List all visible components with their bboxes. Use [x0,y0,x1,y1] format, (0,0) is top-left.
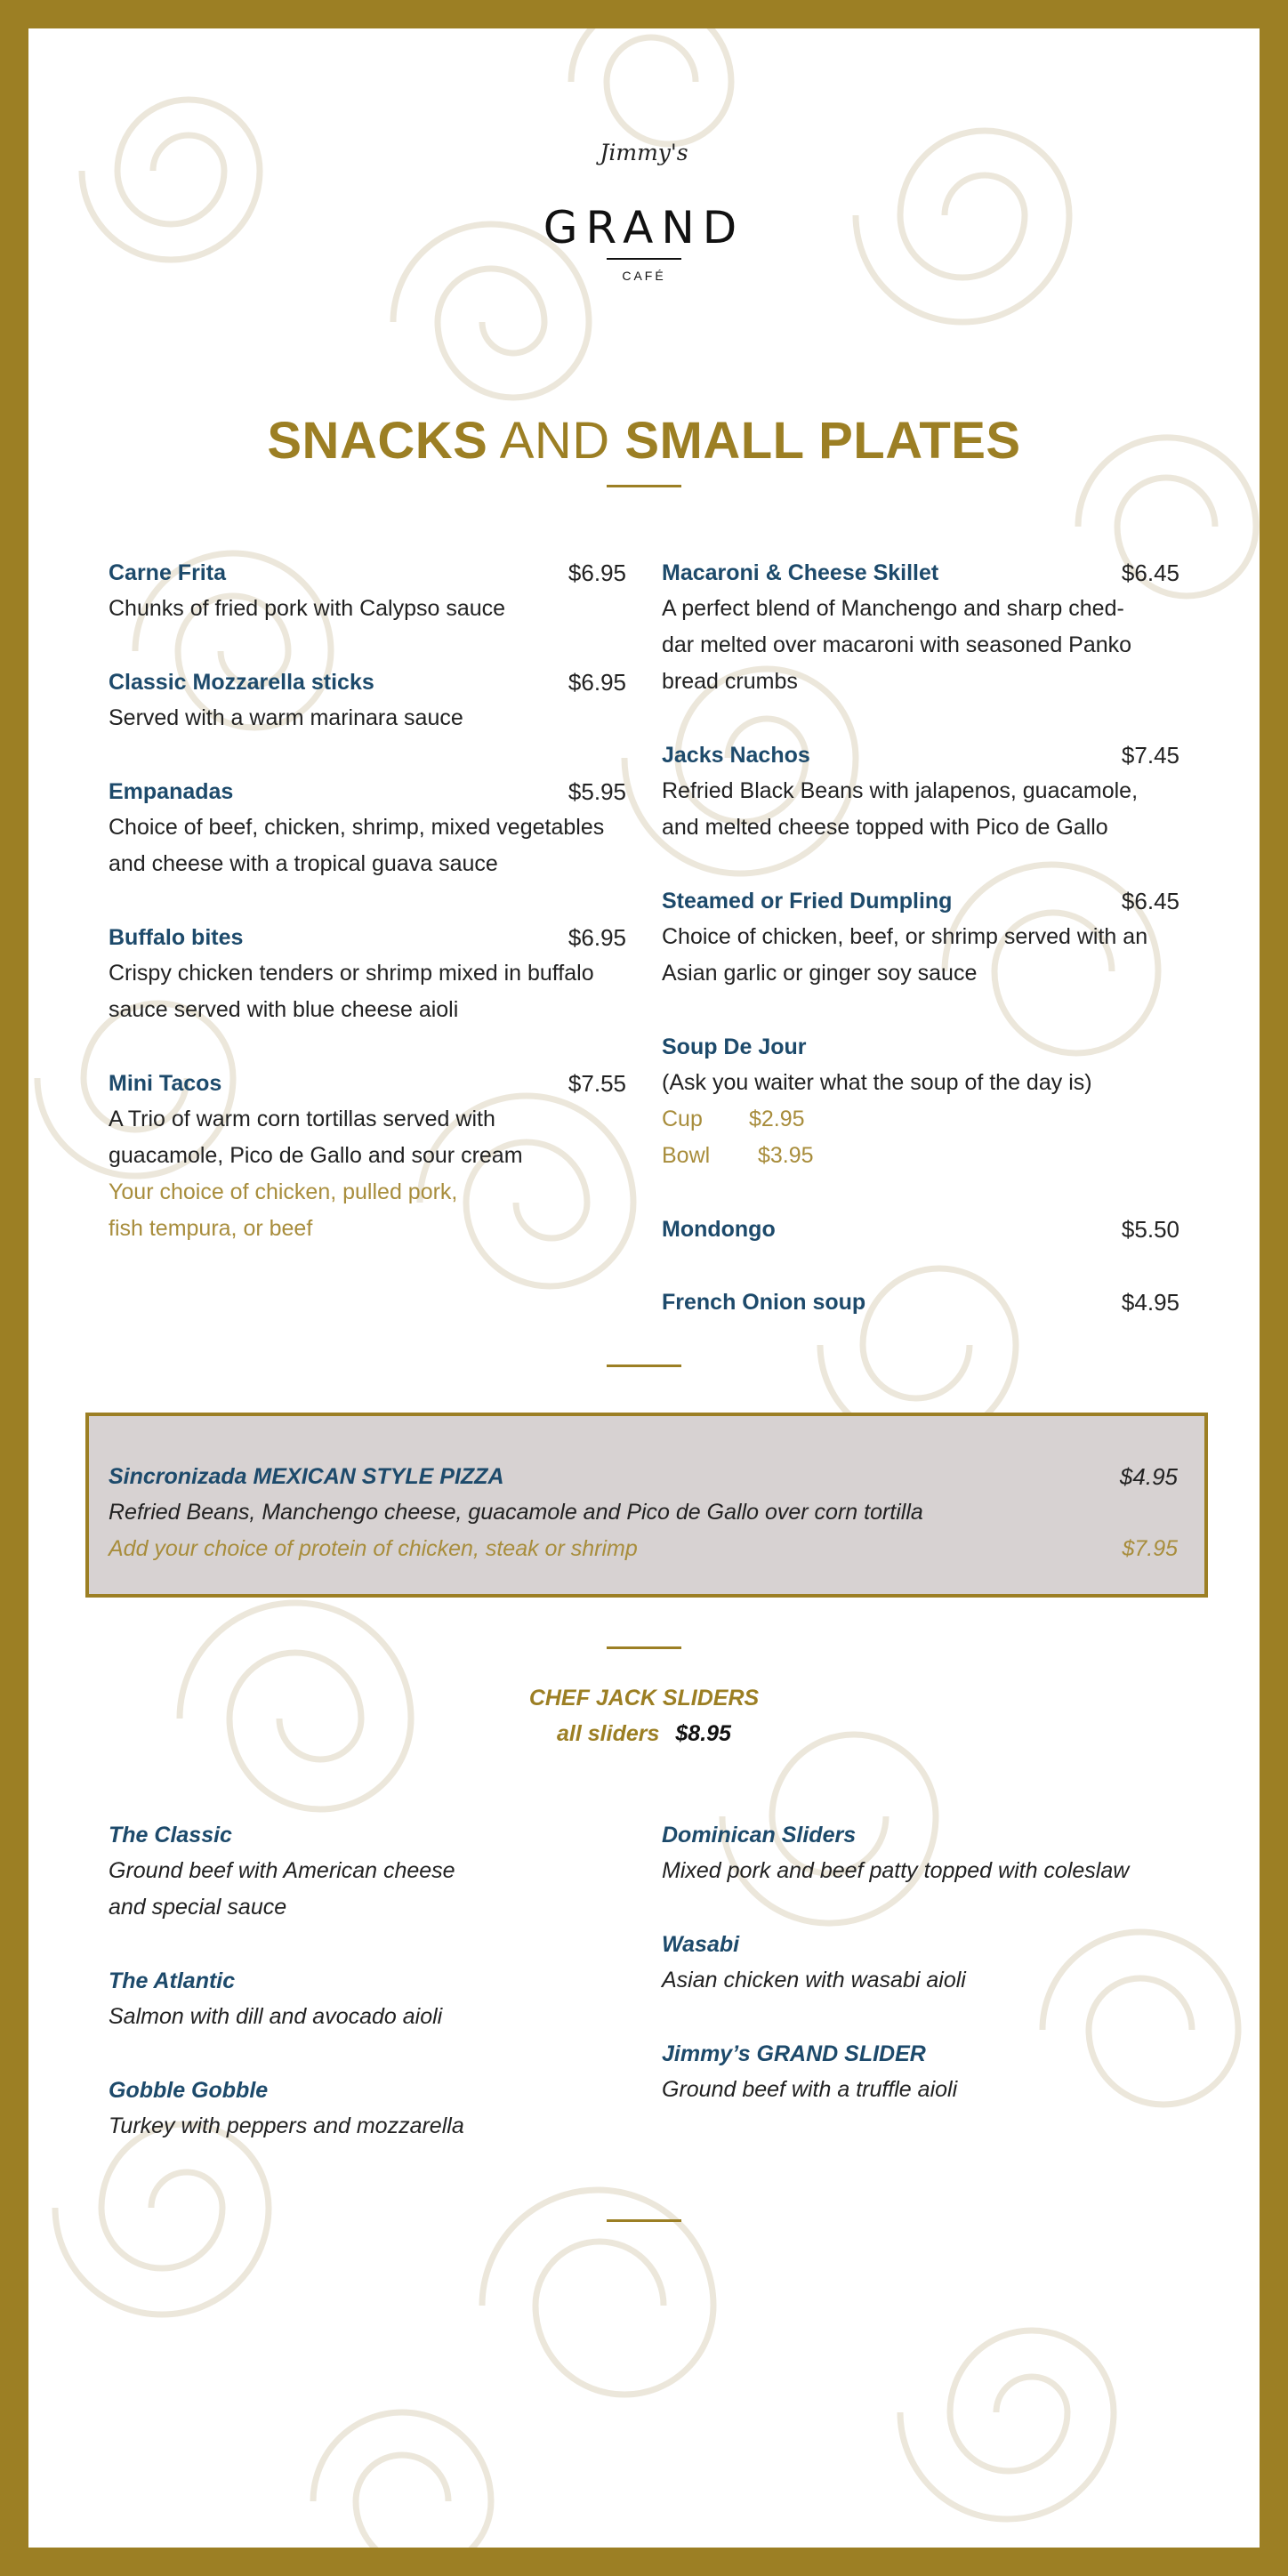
item-description: sauce served with blue cheese aioli [109,997,459,1022]
slider-name: Jimmy’s GRAND SLIDER [662,2041,926,2066]
sliders-price-line [28,1721,1260,1747]
item-name: Macaroni & Cheese Skillet [662,560,939,585]
slider-name: The Atlantic [109,1968,236,1993]
item-price: $6.95 [568,669,626,696]
sliders-price: $8.95 [675,1721,731,1746]
slider-description: Ground beef with a truffle aioli [662,2077,958,2102]
item-description: Served with a warm marinara sauce [109,705,463,730]
slider-name: The Classic [109,1823,232,1847]
item-name: Mondongo [662,1217,776,1242]
item-note: Your choice of chicken, pulled pork, [109,1179,458,1204]
item-description: dar melted over macaroni with seasoned Panko [662,632,1132,657]
item-description: and melted cheese topped with Pico de Gallo [662,815,1108,840]
item-price: $6.45 [1121,888,1179,914]
item-price: $4.95 [1121,1289,1179,1316]
logo-wordmark: GRAND [543,202,745,254]
slider-name: Gobble Gobble [109,2078,269,2103]
divider [607,1646,681,1649]
item-description: guacamole, Pico de Gallo and sour cream [109,1143,523,1168]
item-name: Empanadas [109,779,234,804]
item-name: French Onion soup [662,1290,866,1315]
item-name: Carne Frita [109,560,226,585]
title-part-1: SNACKS [267,412,488,470]
logo-script-text: Jimmy's [600,140,688,165]
divider [607,485,681,487]
item-note: fish tempura, or beef [109,1216,313,1241]
item-price: $6.95 [568,924,626,951]
item-description: and cheese with a tropical guava sauce [109,851,498,876]
slider-description: Turkey with peppers and mozzarella [109,2113,464,2138]
item-name: Steamed or Fried Dumpling [662,889,953,914]
pizza-description: Refried Beans, Manchengo cheese, guacamole and Pico de Gallo over corn tortilla [109,1500,923,1525]
item-description: (Ask you waiter what the soup of the day is) [662,1070,1092,1095]
soup-option-label: Cup [662,1107,703,1131]
item-description: A Trio of warm corn tortillas served with [109,1107,495,1131]
pizza-name: Sincronizada MEXICAN STYLE PIZZA [109,1464,504,1489]
page-title [28,411,1260,471]
item-description: Asian garlic or ginger soy sauce [662,961,978,986]
item-description: Refried Black Beans with jalapenos, guacamole, [662,778,1139,803]
slider-description: Mixed pork and beef patty topped with coleslaw [662,1858,1130,1883]
menu-page [28,28,1260,2548]
item-description: Choice of chicken, beef, or shrimp served with an [662,924,1148,949]
sliders-label: all sliders [557,1721,660,1746]
item-name: Mini Tacos [109,1071,222,1096]
slider-name: Wasabi [662,1932,740,1957]
item-price: $6.95 [568,559,626,586]
item-name: Jacks Nachos [662,743,810,768]
slider-description: Salmon with dill and avocado aioli [109,2004,443,2029]
sliders-title: CHEF JACK SLIDERS [528,1686,760,1711]
item-name: Buffalo bites [109,925,244,950]
divider [607,2219,681,2222]
pizza-addon: Add your choice of protein of chicken, steak or shrimp [109,1536,638,1561]
title-part-3: SMALL PLATES [624,412,1021,470]
item-description: Choice of beef, chicken, shrimp, mixed vegetables [109,815,605,840]
item-name: Classic Mozzarella sticks [109,670,374,695]
pizza-addon-price: $7.95 [1122,1536,1178,1561]
soup-option-price: $3.95 [758,1143,814,1168]
item-price: $5.95 [568,778,626,805]
item-price: $6.45 [1121,559,1179,586]
item-price: $5.50 [1121,1216,1179,1243]
pizza-price: $4.95 [1119,1463,1178,1490]
logo-subtext: CAFÉ [622,269,666,283]
featured-pizza-box [85,1413,1208,1598]
slider-description: Asian chicken with wasabi aioli [662,1968,966,1992]
slider-description: Ground beef with American cheese [109,1858,455,1883]
item-description: Crispy chicken tenders or shrimp mixed in buffalo [109,961,594,986]
soup-option-label: Bowl [662,1143,711,1168]
item-price: $7.45 [1121,742,1179,769]
item-description: A perfect blend of Manchengo and sharp ched- [662,596,1124,621]
logo-divider [607,258,681,260]
title-part-2: AND [499,412,610,470]
slider-description: and special sauce [109,1895,287,1920]
item-price: $7.55 [568,1070,626,1097]
divider [607,1364,681,1367]
item-description: Chunks of fried pork with Calypso sauce [109,596,506,621]
slider-name: Dominican Sliders [662,1823,857,1847]
soup-option-price: $2.95 [749,1107,805,1131]
item-name: Soup De Jour [662,1034,807,1059]
item-description: bread crumbs [662,669,798,694]
